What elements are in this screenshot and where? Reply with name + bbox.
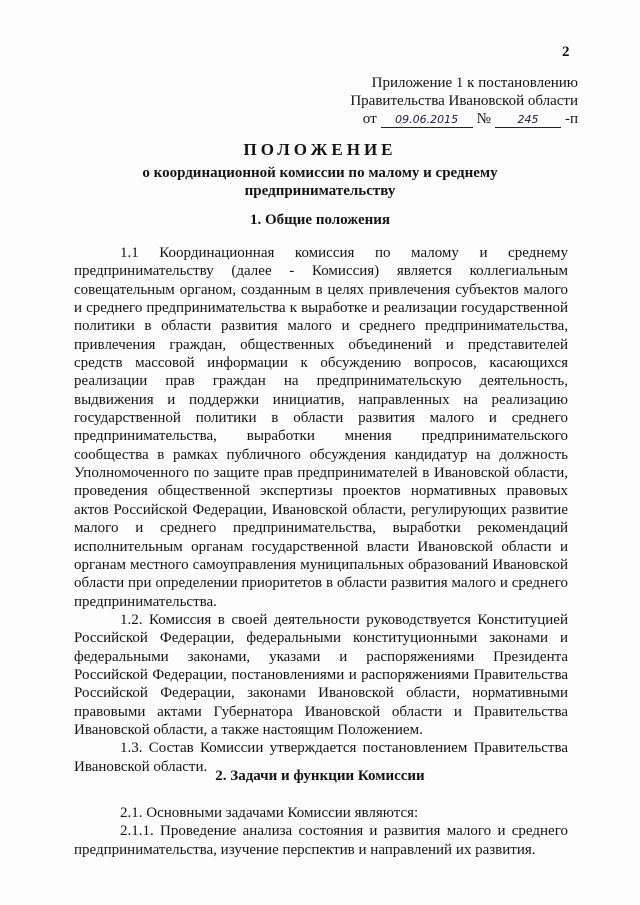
paragraph-2-1-1: 2.1.1. Проведение анализа состояния и развития малого и среднего предпринимательства, изучение перспектив и направлений их развития.	[74, 823, 568, 858]
handwritten-date: 09.06.2015	[381, 113, 473, 128]
document-subtitle: о координационной комиссии по малому и среднему предпринимательству	[142, 165, 498, 199]
section-1-body	[74, 244, 568, 776]
handwritten-number: 245	[495, 113, 561, 128]
appendix-line-1: Приложение 1 к постановлению	[371, 75, 578, 91]
from-label: от	[362, 111, 377, 127]
appendix-reference	[330, 110, 578, 128]
section-2-body	[74, 804, 568, 859]
paragraph-1-2: 1.2. Комиссия в своей деятельности руководствуется Конституцией Российской Федерации, федеральными конституционными законами и федеральными законами, указами и распоряжениями Президента Российской Федерации, постановлениями и распоряжениями Правительства Российской Федерации, законами Ивановской области, нормативными правовыми актами Губернатора Ивановской области и Правительства Ивановской области, а также настоящим Положением.	[74, 611, 568, 738]
page-number: 2	[562, 44, 570, 60]
paragraph-1-1: 1.1 Координационная комиссия по малому и среднему предпринимательству (далее - Комиссия) является коллегиальным совещательным органом, созданным в целях привлечения субъектов малого и среднего предпринимательства к выработке и реализации государственной политики в области развития малого и среднего предпринимательства, привлечения граждан, общественных объединений и представителей средств массовой информации к обсуждению вопросов, касающихся реализации прав граждан на предпринимательскую деятельность, выдвижения и поддержки инициатив, направленных на реализацию государственной политики в области развития малого и среднего предпринимательства, выработки мнения предпринимательского сообщества в рамках публичного обсуждения кандидатур на должность Уполномоченного по защите прав предпринимателей в Ивановской области, проведения общественной экспертизы проектов нормативных правовых актов Российской Федерации, Ивановской области, регулирующих развитие малого и среднего предпринимательства, выработки рекомендаций исполнительным органам государственной власти Ивановской области и органам местного самоуправления муниципальных образований Ивановской области при определении приоритетов в области развития малого и среднего предпринимательства.	[74, 245, 568, 610]
appendix-block	[330, 74, 578, 128]
number-label: №	[476, 111, 491, 127]
appendix-line-2: Правительства Ивановской области	[350, 93, 578, 109]
section-2-heading: 2. Задачи и функции Комиссии	[215, 768, 425, 784]
number-suffix: -п	[564, 111, 578, 127]
document-title: ПОЛОЖЕНИЕ	[243, 140, 397, 159]
paragraph-2-1: 2.1. Основными задачами Комиссии являются:	[120, 805, 419, 821]
paragraph-1-3: 1.3. Состав Комиссии утверждается постановлением Правительства Ивановской области.	[74, 740, 568, 775]
section-1-heading: 1. Общие положения	[249, 212, 391, 228]
